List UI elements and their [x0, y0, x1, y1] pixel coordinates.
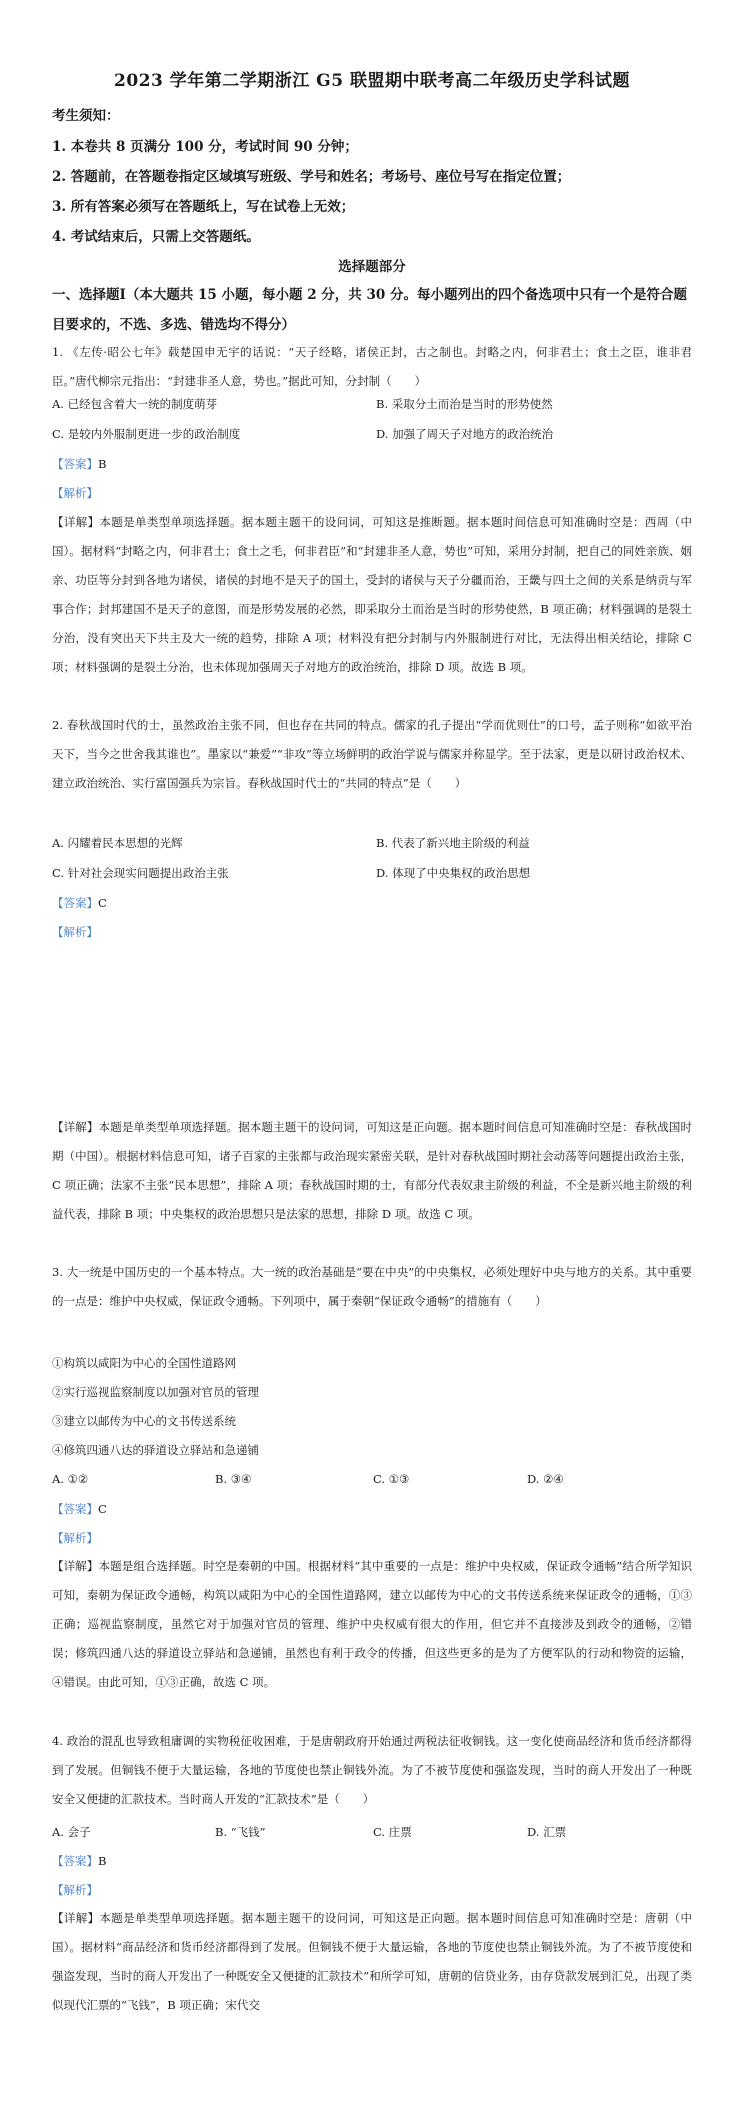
q4-option-a: A. 会子 [52, 1825, 91, 1839]
question-1-stem: 1. 《左传·昭公七年》载楚国申无宇的话说：“天子经略，诸侯正封，古之制也。封略之内，何非君土；食土之臣，谁非君臣。”唐代柳宗元指出：“封建非圣人意，势也。”据此可知，分封制（ ） [52, 345, 692, 388]
q1-option-b: B. 采取分土而治是当时的形势使然 [376, 397, 553, 411]
question-3-stem: 3. 大一统是中国历史的一个基本特点。大一统的政治基础是“要在中央”的中央集权，必须处理好中央与地方的关系。其中重要的一点是：维护中央权威，保证政令通畅。下列项中，属于秦朝“保证政令通畅”的措施有（ ） [52, 1265, 692, 1308]
q3-item: ④修筑四通八达的驿道设立驿站和急递铺 [52, 1443, 259, 1457]
question-4-stem: 4. 政治的混乱也导致租庸调的实物税征收困难，于是唐朝政府开始通过两税法征收铜钱。这一变化使商品经济和货币经济都得到了发展。但铜钱不便于大量运输，各地的节度使也禁止铜钱外流。为了不被节度使和强盗发现，当时的商人开发出了一种既安全又便捷的汇款技术。当时商人开发的“汇款技术”是（ ） [52, 1734, 692, 1806]
q1-option-a: A. 已经包含着大一统的制度萌芽 [52, 397, 218, 411]
q1-detail: 【详解】本题是单类型单项选择题。据本题主题干的设问词，可知这是推断题。据本题时间信息可知准确时空是：西周（中国）。据材料“封略之内，何非君土；食土之毛，何非君臣”和“封建非圣人意，势也”可知，采用分封制，把自己的同姓亲族、姻亲、功臣等分封到各地为诸侯，诸侯的封地不是天子的国土，受封的诸侯与天子分疆而治，王畿与四土之间的关系是纳贡与军事合作；封邦建国不是天子的意图，而是形势发展的必然，即采取分土而治是当时的形势使然，B 项正确；材料强调的是裂土分治，没有突出天下共主及大一统的趋势，排除 A 项；材料没有把分封制与内外服制进行对比，无法得出相关结论，排除 C 项；材料强调的是裂土分治，也未体现加强周天子对地方的政治统治，排除 D 项。故选 B 项。 [52, 515, 692, 674]
q2-option-b: B. 代表了新兴地主阶级的利益 [376, 836, 530, 850]
q3-option-a: A. ①② [52, 1472, 89, 1486]
q4-option-c: C. 庄票 [373, 1825, 412, 1839]
q3-answer: 【答案】C [52, 1502, 107, 1516]
q3-analysis-label: 【解析】 [52, 1531, 98, 1545]
q4-option-b: B. “飞钱” [215, 1825, 266, 1839]
q2-option-a: A. 闪耀着民本思想的光辉 [52, 836, 183, 850]
q3-detail: 【详解】本题是组合选择题。时空是秦朝的中国。根据材料“其中重要的一点是：维护中央权威，保证政令通畅”结合所学知识可知，秦朝为保证政令通畅，构筑以咸阳为中心的全国性道路网，建立以邮传为中心的文书传送系统来保证政令的通畅，①③正确；巡视监察制度，虽然它对于加强对官员的管理、维护中央权威有很大的作用，但它并不直接涉及到政令的通畅，②错误；修筑四通八达的驿道设立驿站和急递铺，虽然也有利于政令的传播，但这些更多的是为了方便军队的行动和物资的运输，④错误。由此可知，①③正确，故选 C 项。 [52, 1559, 692, 1689]
notice-item: 4. 考试结束后，只需上交答题纸。 [52, 229, 260, 245]
q2-answer: 【答案】C [52, 896, 107, 910]
q3-option-b: B. ③④ [215, 1472, 252, 1486]
question-2-stem: 2. 春秋战国时代的士，虽然政治主张不同，但也存在共同的特点。儒家的孔子提出“学而优则仕”的口号，孟子则称“如欲平治天下，当今之世舍我其谁也”。墨家以“兼爱”“非攻”等立场鲜明的政治学说与儒家并称显学。至于法家，更是以研讨政治权术、建立政治统治、实行富国强兵为宗旨。春秋战国时代士的“共同的特点”是（ ） [52, 718, 692, 790]
notice-item: 1. 本卷共 8 页满分 100 分，考试时间 90 分钟； [52, 139, 358, 155]
part-title: 选择题部分 [338, 259, 406, 275]
q3-item: ②实行巡视监察制度以加强对官员的管理 [52, 1385, 259, 1399]
q1-analysis-label: 【解析】 [52, 486, 98, 500]
q1-answer: 【答案】B [52, 457, 107, 471]
exam-title: 2023 学年第二学期浙江 G5 联盟期中联考高二年级历史学科试题 [114, 71, 630, 91]
q3-item: ①构筑以咸阳为中心的全国性道路网 [52, 1356, 236, 1370]
notice-item: 3. 所有答案必须写在答题纸上，写在试卷上无效； [52, 199, 355, 215]
q2-analysis-label: 【解析】 [52, 925, 98, 939]
q2-detail: 【详解】本题是单类型单项选择题。据本题主题干的设问词，可知这是正向题。据本题时间信息可知准确时空是：春秋战国时期（中国）。根据材料信息可知，诸子百家的主张都与政治现实紧密关联，是针对春秋战国时期社会动荡等问题提出政治主张，C 项正确；法家不主张“民本思想”，排除 A 项；春秋战国时期的士，有部分代表奴隶主阶级的利益，不全是新兴地主阶级的利益代表，排除 B 项；中央集权的政治思想只是法家的思想，排除 D 项。故选 C 项。 [52, 1120, 692, 1221]
q4-option-d: D. 汇票 [527, 1825, 567, 1839]
q4-detail: 【详解】本题是单类型单项选择题。据本题主题干的设问词，可知这是正向题。据本题时间信息可知准确时空是：唐朝（中国）。据材料“商品经济和货币经济都得到了发展。但铜钱不便于大量运输，各地的节度使也禁止铜钱外流。为了不被节度使和强盗发现，当时的商人开发出了一种既安全又便捷的汇款技术”和所学可知，唐朝的信贷业务，由存贷款发展到汇兑，出现了类似现代汇票的“飞钱”，B 项正确；宋代交 [52, 1911, 692, 2012]
q1-option-d: D. 加强了周天子对地方的政治统治 [376, 427, 554, 441]
section-instructions: 一、选择题Ⅰ（本大题共 15 小题，每小题 2 分，共 30 分。每小题列出的四个备选项中只有一个是符合题目要求的，不选、多选、错选均不得分） [52, 287, 687, 333]
q3-option-c: C. ①③ [373, 1472, 410, 1486]
notice-item: 2. 答题前，在答题卷指定区域填写班级、学号和姓名；考场号、座位号写在指定位置； [52, 169, 571, 185]
q4-answer: 【答案】B [52, 1854, 107, 1868]
notice-heading: 考生须知： [52, 108, 120, 124]
q2-option-c: C. 针对社会现实问题提出政治主张 [52, 866, 229, 880]
q3-item: ③建立以邮传为中心的文书传送系统 [52, 1414, 236, 1428]
q3-option-d: D. ②④ [527, 1472, 564, 1486]
q4-analysis-label: 【解析】 [52, 1883, 98, 1897]
q2-option-d: D. 体现了中央集权的政治思想 [376, 866, 531, 880]
q1-option-c: C. 是较内外服制更进一步的政治制度 [52, 427, 241, 441]
